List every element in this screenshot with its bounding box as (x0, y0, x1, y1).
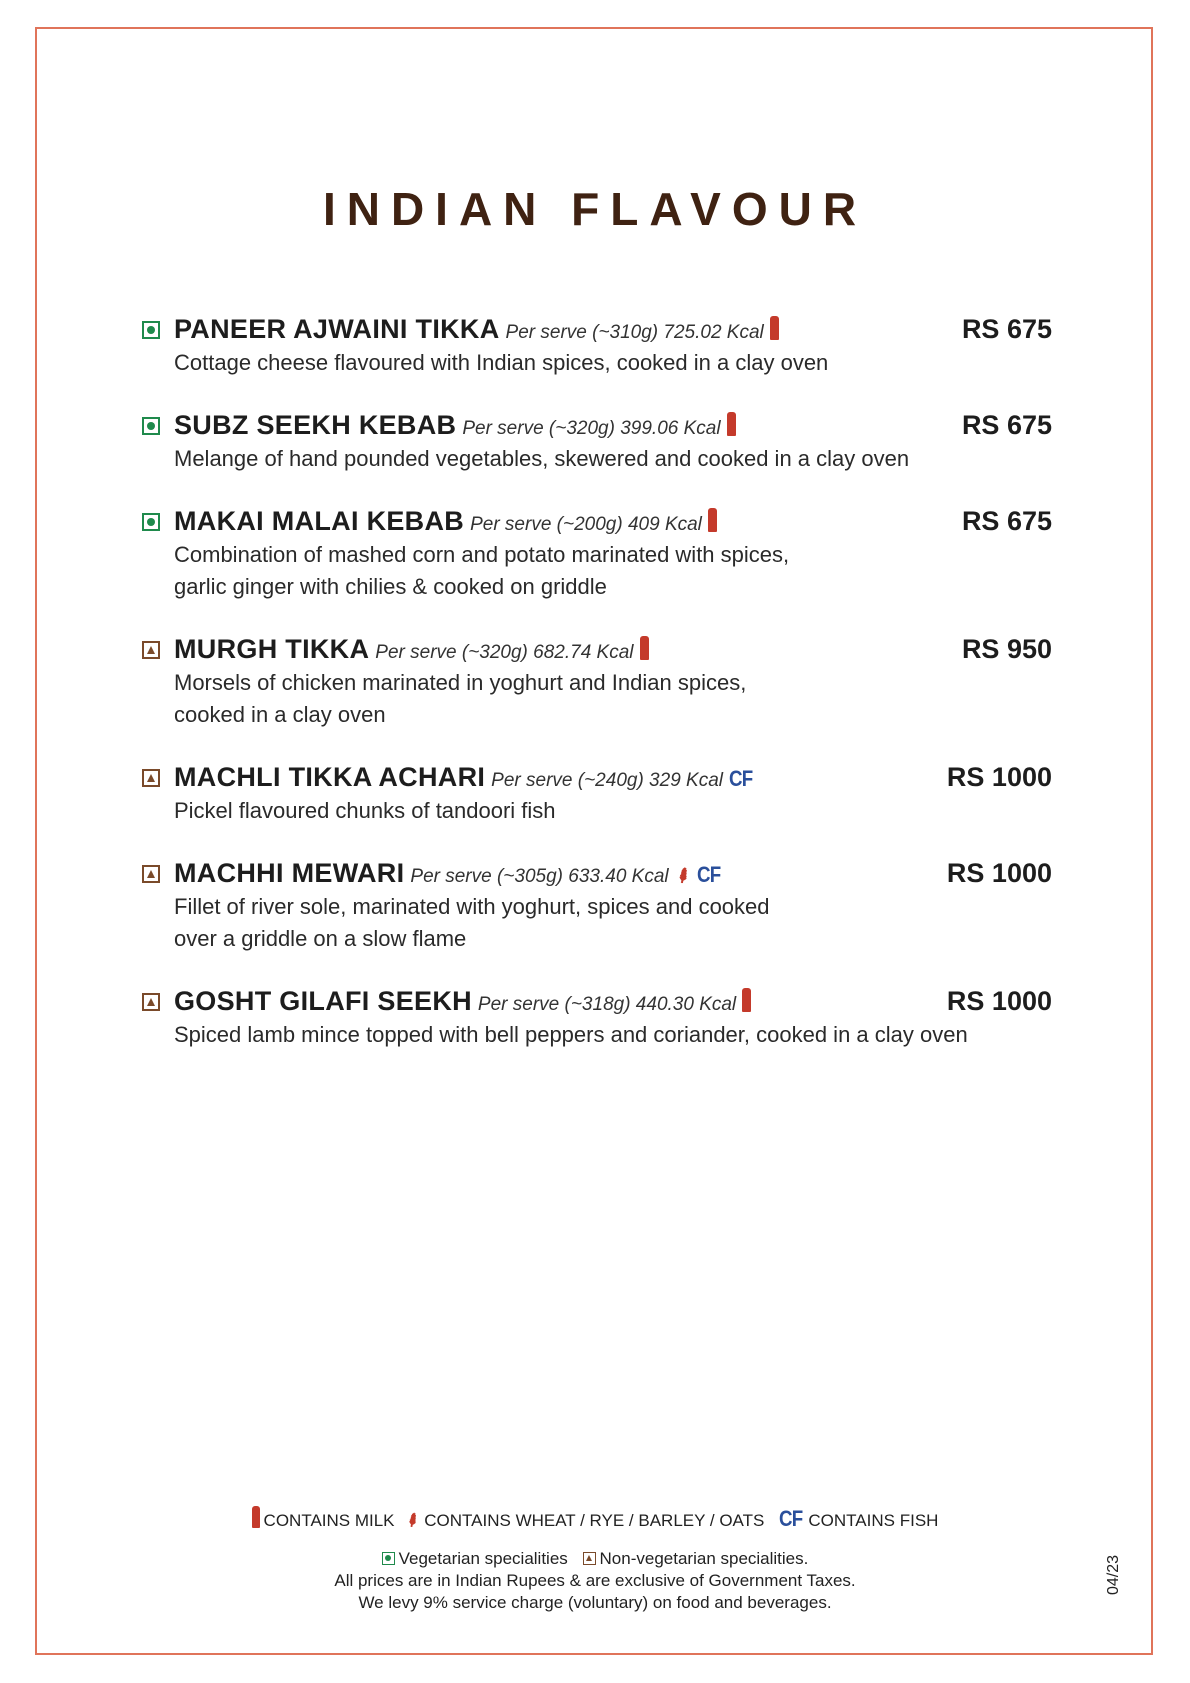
nonveg-marker-icon (583, 1552, 596, 1565)
dish-price: RS 1000 (946, 986, 1052, 1016)
note-nonveg: Non-vegetarian specialities. (599, 1549, 809, 1568)
dish-price: RS 950 (961, 634, 1052, 664)
menu-item-title-line (174, 856, 722, 895)
menu-item-title-line (174, 312, 779, 351)
menu-item (142, 312, 1052, 379)
menu-item-header (142, 632, 1052, 667)
menu-item (142, 984, 1052, 1051)
dish-price: RS 1000 (946, 858, 1052, 888)
serving-info: Per serve (~320g) 399.06 Kcal (462, 418, 721, 439)
menu-item (142, 504, 1052, 603)
menu-item-header (142, 408, 1052, 443)
note-service-charge: We levy 9% service charge (voluntary) on food and beverages. (358, 1593, 832, 1612)
dish-description: Spiced lamb mince topped with bell peppers and coriander, cooked in a clay oven (174, 1022, 968, 1047)
milk-bottle-icon (640, 636, 649, 660)
veg-marker-icon (142, 321, 160, 339)
dish-description: Melange of hand pounded vegetables, skewered and cooked in a clay oven (174, 446, 910, 471)
serving-info: Per serve (~318g) 440.30 Kcal (477, 994, 737, 1015)
note-veg: Vegetarian specialities (398, 1549, 568, 1568)
dish-description: Combination of mashed corn and potato marinated with spices, garlic ginger with chilies & cooked on griddle (174, 542, 790, 599)
milk-bottle-icon (708, 508, 717, 532)
fish-cf-icon: CF (697, 862, 721, 887)
menu-item-title-line (174, 632, 649, 671)
fish-cf-icon: CF (729, 766, 753, 791)
dish-name: MAKAI MALAI KEBAB (174, 506, 465, 536)
dish-name: MURGH TIKKA (174, 634, 370, 664)
menu-item-title-line (174, 984, 751, 1023)
milk-bottle-icon (742, 988, 751, 1012)
serving-info: Per serve (~240g) 329 Kcal (491, 770, 723, 791)
dish-description: Morsels of chicken marinated in yoghurt and Indian spices, cooked in a clay oven (174, 670, 747, 727)
page-title: INDIAN FLAVOUR (322, 183, 868, 235)
dish-price: RS 1000 (946, 762, 1052, 792)
dish-name: PANEER AJWAINI TIKKA (174, 314, 500, 344)
menu-item-header (142, 856, 1052, 891)
allergen-legend (0, 1505, 1190, 1532)
note-taxes: All prices are in Indian Rupees & are exclusive of Government Taxes. (334, 1571, 856, 1590)
menu-item-header (142, 984, 1052, 1019)
legend-wheat: CONTAINS WHEAT / RYE / BARLEY / OATS (424, 1511, 765, 1530)
legend-fish: CONTAINS FISH (808, 1511, 939, 1530)
dish-name: GOSHT GILAFI SEEKH (174, 986, 472, 1016)
dish-price: RS 675 (961, 410, 1052, 440)
menu-item-header (142, 504, 1052, 539)
fish-cf-icon: CF (779, 1506, 803, 1531)
veg-marker-icon (142, 513, 160, 531)
serving-info: Per serve (~310g) 725.02 Kcal (505, 322, 764, 343)
veg-marker-icon (142, 417, 160, 435)
wheat-icon: ⸙ (670, 859, 695, 890)
footer-notes (0, 1548, 1190, 1614)
menu-item (142, 408, 1052, 475)
menu-item-header (142, 312, 1052, 347)
wheat-icon: ⸙ (402, 1507, 425, 1533)
menu-list (142, 312, 1052, 1080)
legend-milk: CONTAINS MILK (263, 1511, 395, 1530)
dish-description: Fillet of river sole, marinated with yoghurt, spices and cooked over a griddle on a slow flame (174, 894, 770, 951)
milk-bottle-icon (252, 1506, 260, 1528)
nonveg-marker-icon (142, 993, 160, 1011)
menu-item-header (142, 760, 1052, 795)
dish-name: MACHLI TIKKA ACHARI (174, 762, 486, 792)
serving-info: Per serve (~320g) 682.74 Kcal (375, 642, 634, 663)
menu-item (142, 760, 1052, 827)
milk-bottle-icon (727, 412, 736, 436)
menu-item-title-line (174, 408, 736, 447)
dish-name: MACHHI MEWARI (174, 858, 405, 888)
nonveg-marker-icon (142, 865, 160, 883)
serving-info: Per serve (~200g) 409 Kcal (470, 514, 702, 535)
dish-description: Cottage cheese flavoured with Indian spices, cooked in a clay oven (174, 350, 829, 375)
nonveg-marker-icon (142, 769, 160, 787)
serving-info: Per serve (~305g) 633.40 Kcal (410, 866, 669, 887)
menu-item (142, 856, 1052, 955)
page-code: 04/23 (1105, 1554, 1122, 1595)
menu-item (142, 632, 1052, 731)
dish-name: SUBZ SEEKH KEBAB (174, 410, 457, 440)
menu-item-title-line (174, 760, 754, 799)
nonveg-marker-icon (142, 641, 160, 659)
dish-price: RS 675 (961, 314, 1052, 344)
menu-item-title-line (174, 504, 717, 543)
dish-description: Pickel flavoured chunks of tandoori fish (174, 798, 556, 823)
dish-price: RS 675 (961, 506, 1052, 536)
milk-bottle-icon (770, 316, 779, 340)
veg-marker-icon (382, 1552, 395, 1565)
